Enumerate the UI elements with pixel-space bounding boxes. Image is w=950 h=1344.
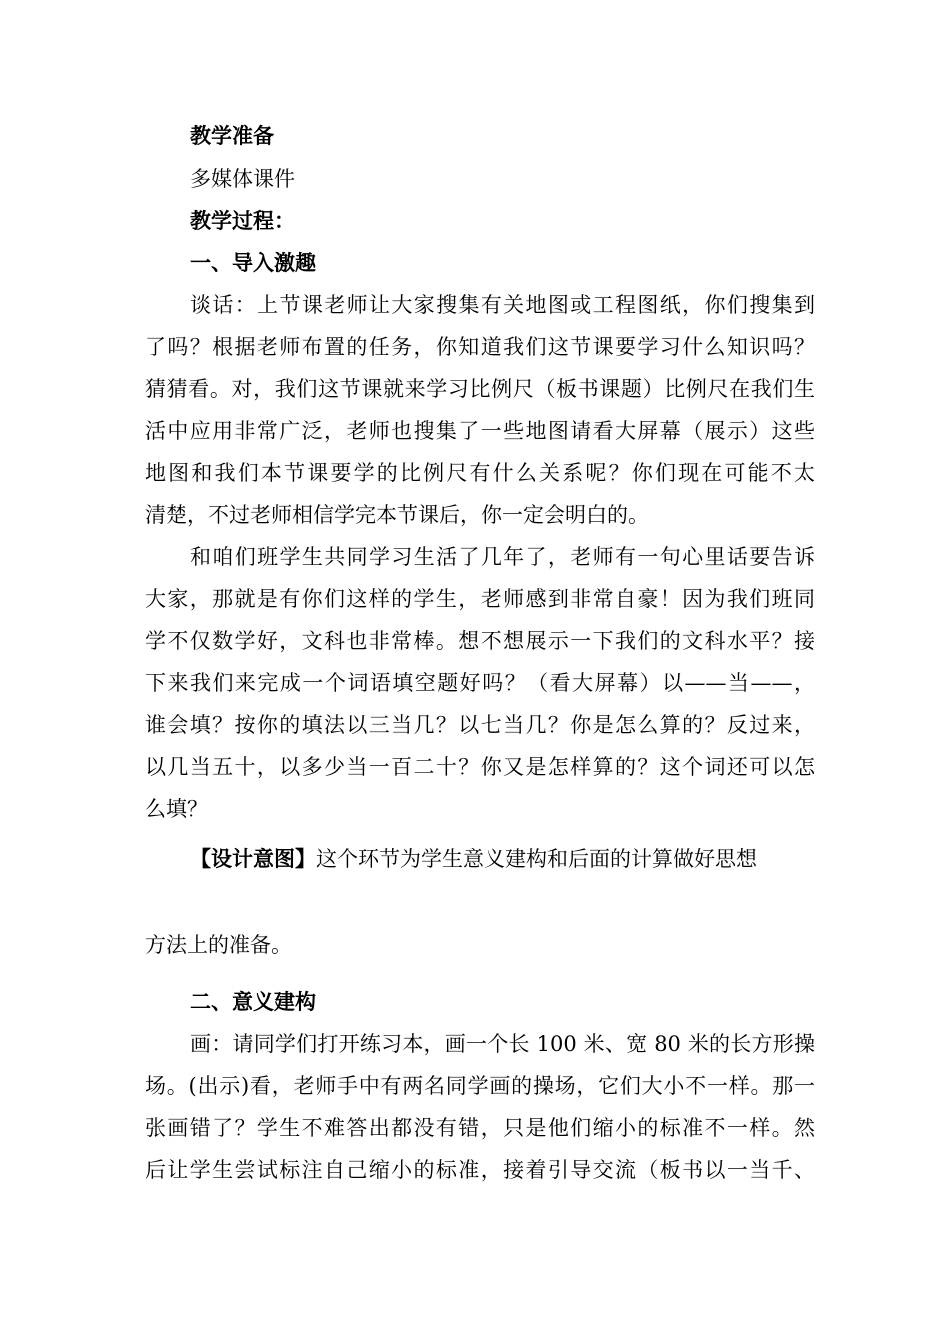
design-intent-continuation: 方法上的准备。 — [145, 933, 292, 957]
design-intent-label: 【设计意图】 — [190, 847, 316, 871]
para2-line: 以几当五十，以多少当一百二十？你又是怎样算的？这个词还可以怎 — [145, 755, 815, 779]
para1-line: 了吗？根据老师布置的任务，你知道我们这节课要学习什么知识吗？ — [145, 335, 815, 359]
design-intent-text: 这个环节为学生意义建构和后面的计算做好思想 — [316, 847, 757, 871]
para2-line: 和咱们班学生共同学习生活了几年了，老师有一句心里话要告诉 — [190, 545, 815, 569]
para2-line: 么填？ — [145, 797, 208, 821]
para2-line: 谁会填？按你的填法以三当几？以七当几？你是怎么算的？反过来， — [145, 713, 815, 737]
design-intent-line — [190, 844, 830, 874]
section1-heading: 一、导入激趣 — [190, 251, 316, 275]
para3-line: 张画错了？学生不难答出都没有错，只是他们缩小的标准不一样。然 — [145, 1116, 815, 1140]
process-heading: 教学过程： — [190, 209, 295, 233]
para3-line: 画：请同学们打开练习本，画一个长 100 米、宽 80 米的长方形操 — [190, 1032, 815, 1056]
section2-heading: 二、意义建构 — [190, 990, 316, 1014]
para3-line: 场。(出示)看，老师手中有两名同学画的操场，它们大小不一样。那一 — [145, 1074, 815, 1098]
para2-line: 大家，那就是有你们这样的学生，老师感到非常自豪！因为我们班同 — [145, 587, 815, 611]
prep-heading: 教学准备 — [190, 124, 274, 148]
para2-line: 下来我们来完成一个词语填空题好吗？（看大屏幕）以——当——， — [145, 671, 815, 695]
para1-line: 地图和我们本节课要学的比例尺有什么关系呢？你们现在可能不太 — [145, 461, 815, 485]
para1-line: 猜猜看。对，我们这节课就来学习比例尺（板书课题）比例尺在我们生 — [145, 377, 815, 401]
para3-line: 后让学生尝试标注自己缩小的标准，接着引导交流（板书以一当千、 — [145, 1158, 815, 1182]
para1-line: 谈话：上节课老师让大家搜集有关地图或工程图纸，你们搜集到 — [190, 293, 815, 317]
para2-line: 学不仅数学好，文科也非常棒。想不想展示一下我们的文科水平？接 — [145, 629, 815, 653]
para1-line: 活中应用非常广泛，老师也搜集了一些地图请看大屏幕（展示）这些 — [145, 419, 815, 443]
prep-text: 多媒体课件 — [190, 167, 295, 191]
para1-line: 清楚，不过老师相信学完本节课后，你一定会明白的。 — [145, 503, 649, 527]
